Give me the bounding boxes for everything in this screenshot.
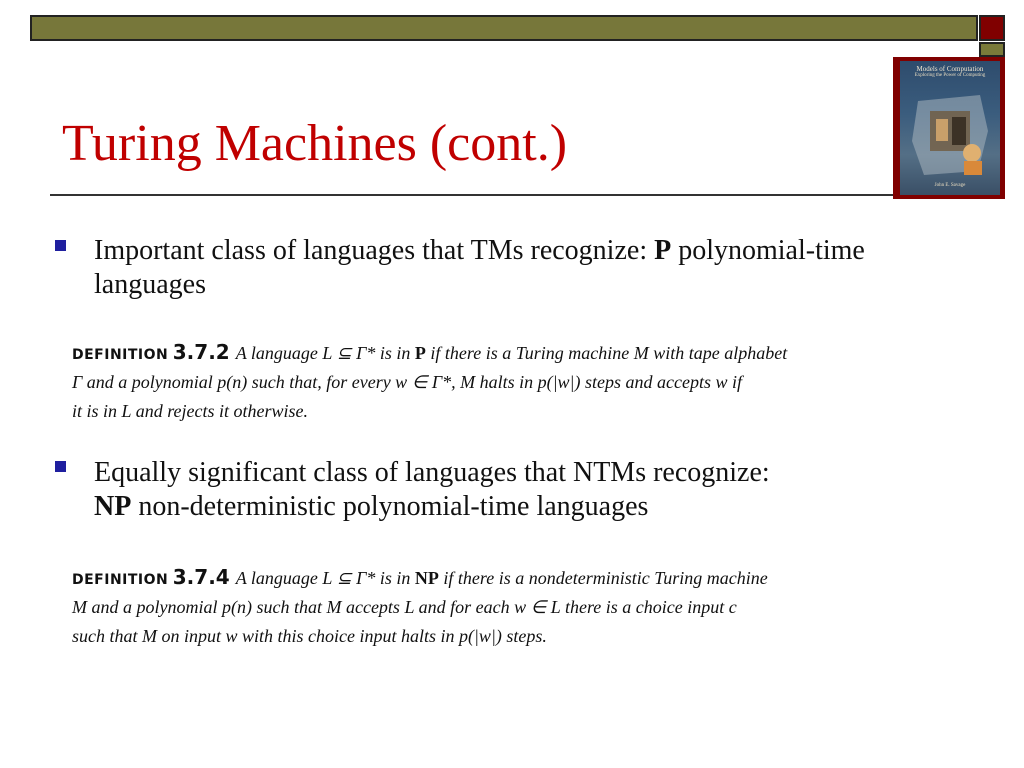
definition-1-line1-b: if there is a Turing machine M with tape alphabet <box>425 343 788 363</box>
header-square-olive <box>979 42 1005 57</box>
bullet-2-text-after: non-deterministic polynomial-time languages <box>131 491 649 522</box>
definition-1-line1-a: A language L ⊆ Γ* is in <box>235 343 415 363</box>
definition-2-head: DEFINITION <box>72 572 169 588</box>
header-bar-olive <box>30 15 978 41</box>
definition-2-number: 3.7.4 <box>172 565 230 589</box>
definition-1-line-1 <box>72 338 787 369</box>
book-illustration <box>900 61 1000 195</box>
header-square-red <box>979 15 1005 41</box>
definition-2-class: NP <box>414 568 439 588</box>
bullet-2-text-before: Equally significant class of languages that NTMs recognize: <box>94 457 770 488</box>
bullet-1-bold: P <box>654 235 672 266</box>
book-author: John E. Savage <box>934 183 966 188</box>
bullet-text-2 <box>94 456 974 524</box>
bullet-1-text-after: polynomial-time languages <box>94 235 865 300</box>
definition-2-line1-b: if there is a nondeterministic Turing machine <box>438 568 768 588</box>
bullet-square-icon <box>55 461 66 472</box>
definition-2-line-3: such that M on input w with this choice input halts in p(|w|) steps. <box>72 626 547 646</box>
bullet-square-icon <box>55 240 66 251</box>
definition-2-line-2: M and a polynomial p(n) such that M accepts L and for each w ∈ L there is a choice input c <box>72 597 737 617</box>
book-subtitle: Exploring the Power of Computing <box>914 73 986 78</box>
book-cover-image <box>900 61 1000 195</box>
slide-title: Turing Machines (cont.) <box>62 115 568 172</box>
bullet-2-bold: NP <box>94 491 132 522</box>
definition-1-head: DEFINITION <box>72 347 169 363</box>
definition-1-number: 3.7.2 <box>172 340 230 364</box>
bullet-1-text-before: Important class of languages that TMs recognize: <box>94 235 655 266</box>
book-title: Models of Computation <box>916 65 984 73</box>
definition-2-line-1 <box>72 563 768 594</box>
title-underline <box>50 194 893 196</box>
definition-1-line-2: Γ and a polynomial p(n) such that, for every w ∈ Γ*, M halts in p(|w|) steps and accepts w if <box>72 372 742 392</box>
bullet-text-1 <box>94 234 974 302</box>
definition-1-class: P <box>414 343 426 363</box>
definition-2-line1-a: A language L ⊆ Γ* is in <box>235 568 415 588</box>
definition-1-line-3: it is in L and rejects it otherwise. <box>72 401 309 421</box>
